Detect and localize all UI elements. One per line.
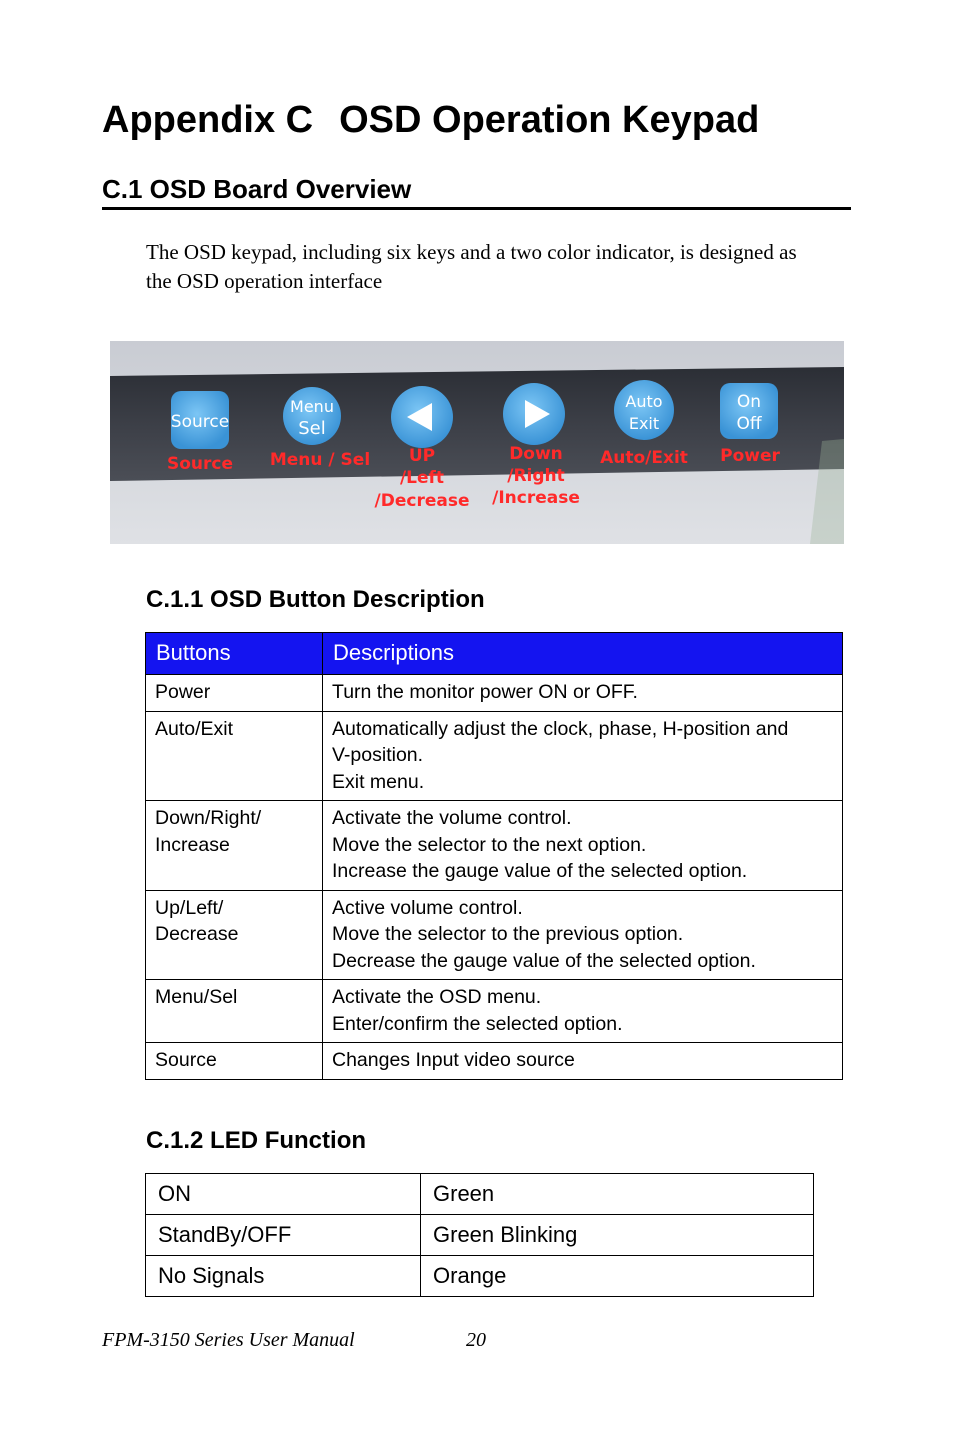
description-line: Active volume control.: [332, 896, 523, 919]
description-line: Move the selector to the next option.: [332, 833, 647, 856]
up-caption: UP: [408, 446, 436, 466]
appendix-label: Appendix C: [102, 99, 314, 141]
description-line: Enter/confirm the selected option.: [332, 1012, 623, 1035]
description-cell: [323, 1043, 843, 1080]
button-description-heading: C.1.1 OSD Button Description: [146, 586, 485, 613]
button-cell: [146, 890, 323, 980]
description-line: Increase the gauge value of the selected option.: [332, 860, 748, 882]
button-name: Auto/Exit: [155, 717, 234, 740]
led-state-cell: No Signals: [146, 1256, 421, 1297]
button-name: Up/Left/: [155, 896, 224, 919]
on-key-text: On: [736, 392, 762, 412]
description-line: Turn the monitor power ON or OFF.: [332, 681, 638, 703]
table-row: [146, 1174, 814, 1215]
button-description-table: [145, 632, 843, 1080]
led-color-cell: Green Blinking: [421, 1215, 814, 1256]
description-line: V-position.: [332, 744, 424, 766]
description-line: Automatically adjust the clock, phase, H-position and: [332, 717, 789, 740]
description-line: Changes Input video source: [332, 1049, 575, 1071]
led-function-table: [145, 1173, 814, 1297]
button-name: Decrease: [155, 923, 239, 945]
description-cell: [323, 890, 843, 980]
page-number: 20: [466, 1329, 486, 1351]
increase-caption: /Increase: [492, 488, 580, 508]
menu-sel-key-caption: Menu / Sel: [269, 450, 371, 470]
button-name: Power: [155, 681, 211, 703]
table-row: [146, 675, 843, 712]
left-caption: /Left: [399, 468, 445, 488]
button-name: Source: [155, 1049, 217, 1071]
decrease-caption: /Decrease: [374, 491, 470, 511]
power-key-caption: Power: [720, 446, 780, 466]
button-cell: [146, 675, 323, 712]
off-key-text: Off: [736, 414, 762, 434]
button-cell: [146, 1043, 323, 1080]
table-header-row: [146, 633, 843, 675]
buttons-column-header: Buttons: [146, 633, 323, 675]
sel-key-text: Sel: [298, 418, 326, 439]
description-line: Exit menu.: [332, 770, 425, 793]
led-color-cell: Orange: [421, 1256, 814, 1297]
led-state-cell: StandBy/OFF: [146, 1215, 421, 1256]
appendix-title: [102, 96, 759, 144]
key-power: [720, 383, 780, 466]
intro-paragraph: The OSD keypad, including six keys and a two color indicator, is designed as the OSD operation interface: [146, 240, 797, 293]
right-caption: /Right: [507, 466, 565, 486]
button-cell: [146, 711, 323, 801]
description-cell: [323, 980, 843, 1043]
description-cell: [323, 801, 843, 891]
button-name: Menu/Sel: [155, 986, 238, 1008]
button-name: Increase: [155, 833, 230, 856]
description-line: Activate the OSD menu.: [332, 986, 542, 1008]
auto-key-text: Auto: [625, 392, 663, 411]
footer-manual-title: FPM-3150 Series User Manual: [102, 1329, 355, 1351]
source-key-text: Source: [170, 412, 230, 432]
led-state-cell: ON: [146, 1174, 421, 1215]
exit-key-text: Exit: [628, 414, 660, 433]
section-heading: C.1 OSD Board Overview: [102, 172, 851, 210]
table-row: [146, 1215, 814, 1256]
table-row: [146, 711, 843, 801]
table-row: [146, 801, 843, 891]
led-function-heading: C.1.2 LED Function: [146, 1127, 367, 1154]
description-cell: [323, 675, 843, 712]
table-row: [146, 980, 843, 1043]
table-row: [146, 1043, 843, 1080]
menu-key-text: Menu: [290, 397, 334, 416]
key-source: [167, 391, 233, 474]
table-row: [146, 890, 843, 980]
button-cell: [146, 801, 323, 891]
description-line: Decrease the gauge value of the selected option.: [332, 949, 756, 972]
auto-exit-key-caption: Auto/Exit: [600, 448, 688, 468]
descriptions-column-header: Descriptions: [323, 633, 843, 675]
appendix-name: OSD Operation Keypad: [339, 99, 760, 141]
description-cell: [323, 711, 843, 801]
led-color-cell: Green: [421, 1174, 814, 1215]
table-row: [146, 1256, 814, 1297]
description-line: Activate the volume control.: [332, 807, 572, 829]
down-caption: Down: [509, 444, 563, 464]
description-line: Move the selector to the previous option.: [332, 923, 684, 945]
source-key-caption: Source: [166, 454, 234, 474]
button-name: Down/Right/: [155, 807, 262, 829]
keypad-photo: [110, 341, 844, 544]
button-cell: [146, 980, 323, 1043]
